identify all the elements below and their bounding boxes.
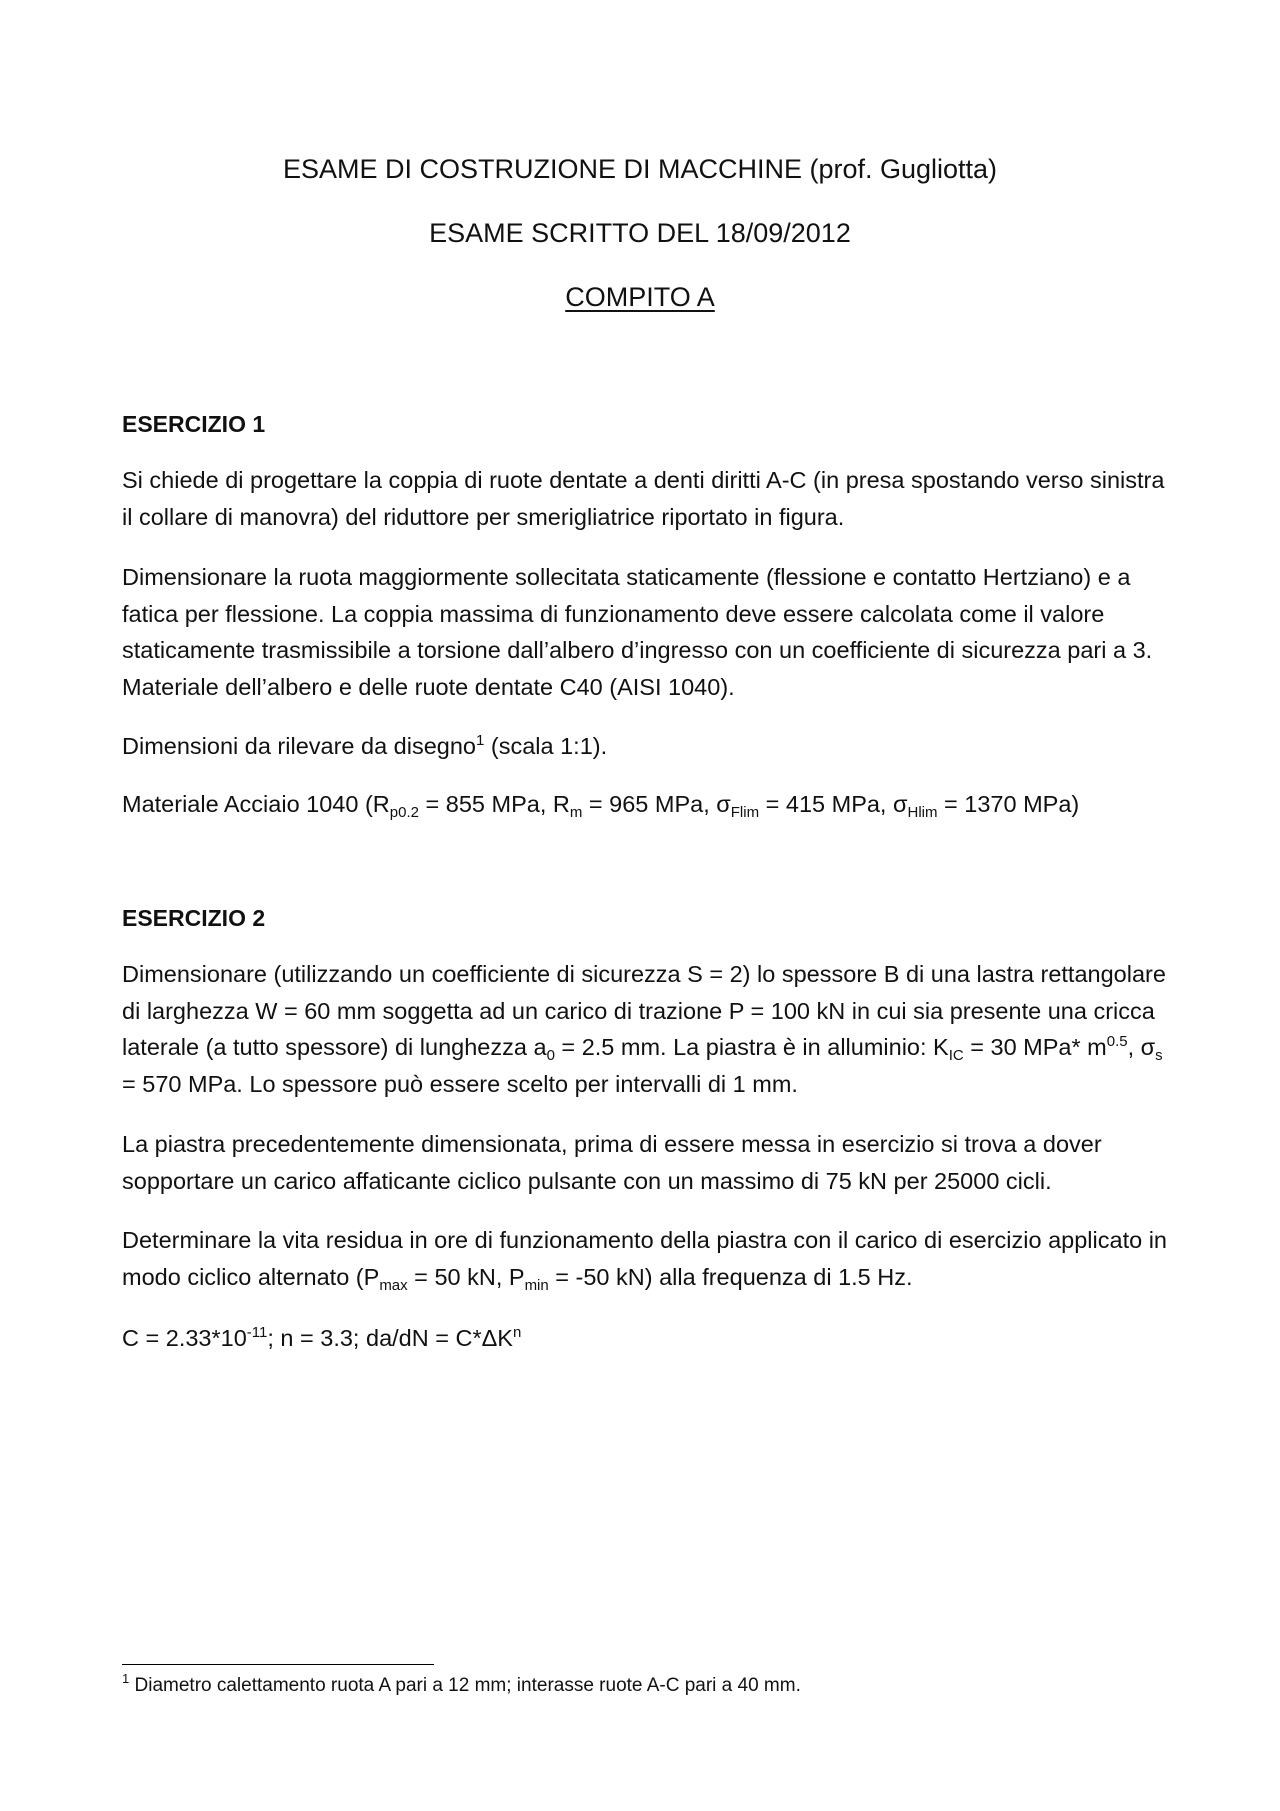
exercise-2-paragraph-1: Dimensionare (utilizzando un coefficiente di sicurezza S = 2) lo spessore B di una lastra rettangolare di larghezza W = 60 mm soggetta ad un carico di trazione P = 100 kN in cui sia presente una cricca laterale (a tutto spessore) di lunghezza $a_0 = 2.5$ mm. La piastra è in alluminio: $K_{IC} = 30$ MPa* $m^{0.5}$, $\sigma_s = 570$ MPa. Lo spessore può essere scelto per intervalli di 1 mm. (122, 961, 1166, 1097)
footnote-divider (122, 1664, 434, 1665)
exam-date: ESAME SCRITTO DEL 18/09/2012 (429, 218, 851, 248)
exercise-2-constants: $C = 2.33*10^{-11}$; n = 3.3; $da/dN = C*\Delta K^n$ (122, 1324, 522, 1351)
exercise-1-paragraph-1: Si chiede di progettare la coppia di ruote dentate a denti diritti A-C (in presa spostando verso sinistra il collare di manovra) del riduttore per smerigliatrice riportato in figura. (122, 467, 1165, 530)
exercise-1-paragraph-3: Dimensioni da rilevare da disegno$^1$ (scala 1:1). (122, 732, 608, 759)
exercise-1-paragraph-2: Dimensionare la ruota maggiormente sollecitata staticamente (flessione e contatto Hertziano) e a fatica per flessione. La coppia massima di funzionamento deve essere calcolata come il valore staticamente trasmissibile a torsione dall’albero d’ingresso con un coefficiente di sicurezza pari a 3. Materiale dell’albero e delle ruote dentate C40 (AISI 1040). (122, 564, 1153, 700)
footnote-text: Diametro calettamento ruota A pari a 12 mm; interasse ruote A-C pari a 40 mm. (129, 1675, 801, 1696)
footnote-mark: 1 (122, 1671, 130, 1686)
exam-variant: COMPITO A (565, 282, 715, 312)
exercise-1-material: Materiale Acciaio 1040 ($R_{p0.2} = 855$ MPa, $R_m = 965$ MPa, $\sigma_{Flim} = 415$ MPa, $\sigma_{Hlim} = 1370$ MPa) (122, 791, 1080, 821)
exam-title: ESAME DI COSTRUZIONE DI MACCHINE (prof. Gugliotta) (282, 154, 998, 184)
exercise-1-title: ESERCIZIO 1 (122, 411, 266, 437)
footnote (122, 1671, 801, 1697)
exercise-2-paragraph-3: Determinare la vita residua in ore di funzionamento della piastra con il carico di esercizio applicato in modo ciclico alternato ($P_{max} = 50$ kN, $P_{min} = -50$ kN) alla frequenza di 1.5 Hz. (122, 1227, 1167, 1294)
footnote-ref: 1 (476, 732, 485, 749)
exercise-2-title: ESERCIZIO 2 (122, 905, 266, 931)
exercise-2-paragraph-2: La piastra precedentemente dimensionata, prima di essere messa in esercizio si trova a dover sopportare un carico affaticante ciclico pulsante con un massimo di 75 kN per 25000 cicli. (122, 1131, 1102, 1194)
